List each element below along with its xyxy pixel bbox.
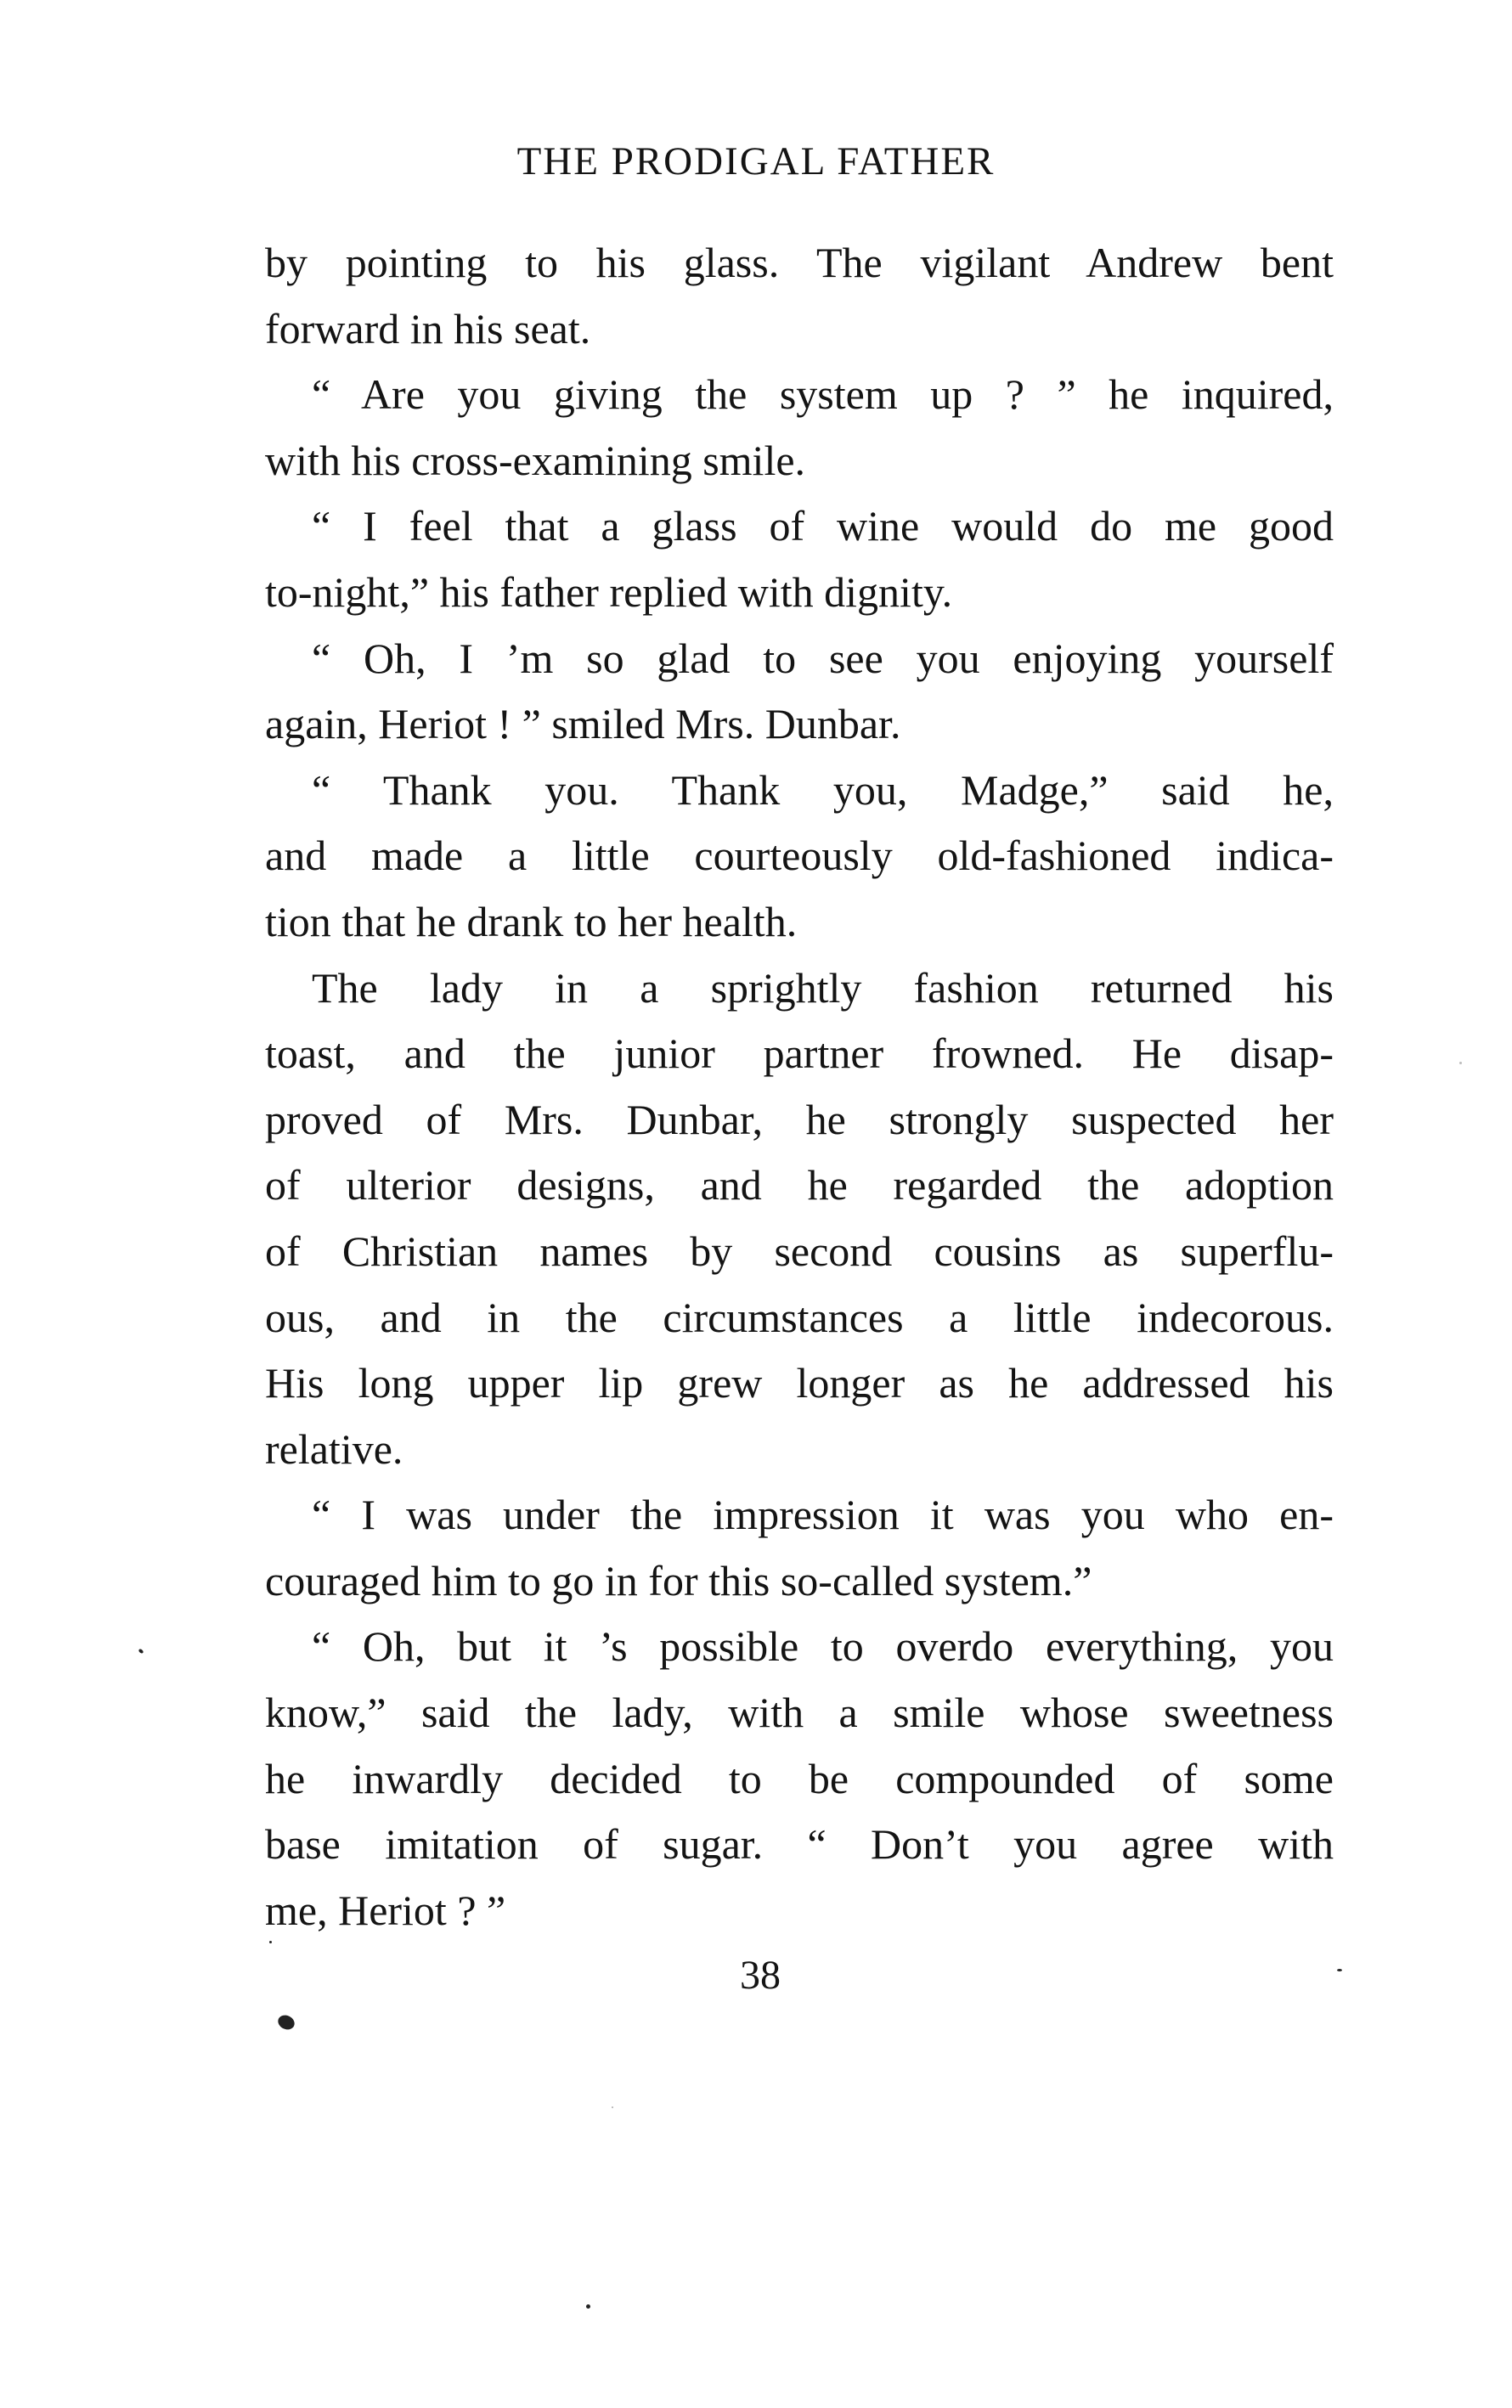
text-line: know,” said the lady, with a smile whose sweetness: [265, 1689, 1334, 1737]
text-line: forward in his seat.: [265, 304, 591, 352]
text-line: of Christian names by second cousins as superflu-: [265, 1227, 1334, 1275]
text-line: to-night,” his father replied with dignity.: [265, 567, 953, 616]
ink-speck: [1459, 1062, 1462, 1064]
ink-speck: [612, 2106, 613, 2108]
text-line: The lady in a sprightly fashion returned his: [312, 963, 1334, 1012]
text-line: “ I was under the impression it was you who en-: [312, 1491, 1334, 1539]
text-line: me, Heriot ? ”: [265, 1886, 506, 1934]
text-line: relative.: [265, 1424, 403, 1473]
ink-speck: [1337, 1969, 1342, 1971]
text-line: His long upper lip grew longer as he addressed his: [265, 1359, 1334, 1407]
body-text: [265, 230, 1334, 1943]
text-line: again, Heriot ! ” smiled Mrs. Dunbar.: [265, 700, 901, 748]
text-line: “ Are you giving the system up ? ” he inquired,: [312, 370, 1334, 419]
text-line: base imitation of sugar. “ Don’t you agree with: [265, 1820, 1334, 1869]
ink-speck: [586, 2304, 590, 2309]
text-line: and made a little courteously old-fashioned indica-: [265, 832, 1334, 880]
ink-speck: [138, 1649, 144, 1655]
text-line: ous, and in the circumstances a little indecorous.: [265, 1293, 1334, 1341]
text-line: “ Thank you. Thank you, Madge,” said he,: [312, 765, 1334, 814]
running-head: THE PRODIGAL FATHER: [516, 139, 996, 183]
text-line: “ Oh, I ’m so glad to see you enjoying yourself: [312, 634, 1334, 682]
text-line: of ulterior designs, and he regarded the adoption: [265, 1161, 1334, 1210]
ink-speck: [269, 1941, 272, 1943]
text-line: tion that he drank to her health.: [265, 897, 798, 945]
text-line: proved of Mrs. Dunbar, he strongly suspected her: [265, 1095, 1334, 1143]
text-line: toast, and the junior partner frowned. He disap-: [265, 1029, 1334, 1078]
text-line: with his cross-examining smile.: [265, 436, 806, 484]
page-number: 38: [740, 1953, 781, 1998]
text-line: he inwardly decided to be compounded of some: [265, 1754, 1334, 1802]
text-line: couraged him to go in for this so-called system.”: [265, 1556, 1092, 1604]
ink-speck: [276, 2013, 297, 2033]
text-line: “ I feel that a glass of wine would do me good: [312, 502, 1334, 550]
text-line: “ Oh, but it ’s possible to overdo everything, you: [312, 1622, 1334, 1671]
text-line: by pointing to his glass. The vigilant Andrew bent: [265, 239, 1334, 286]
